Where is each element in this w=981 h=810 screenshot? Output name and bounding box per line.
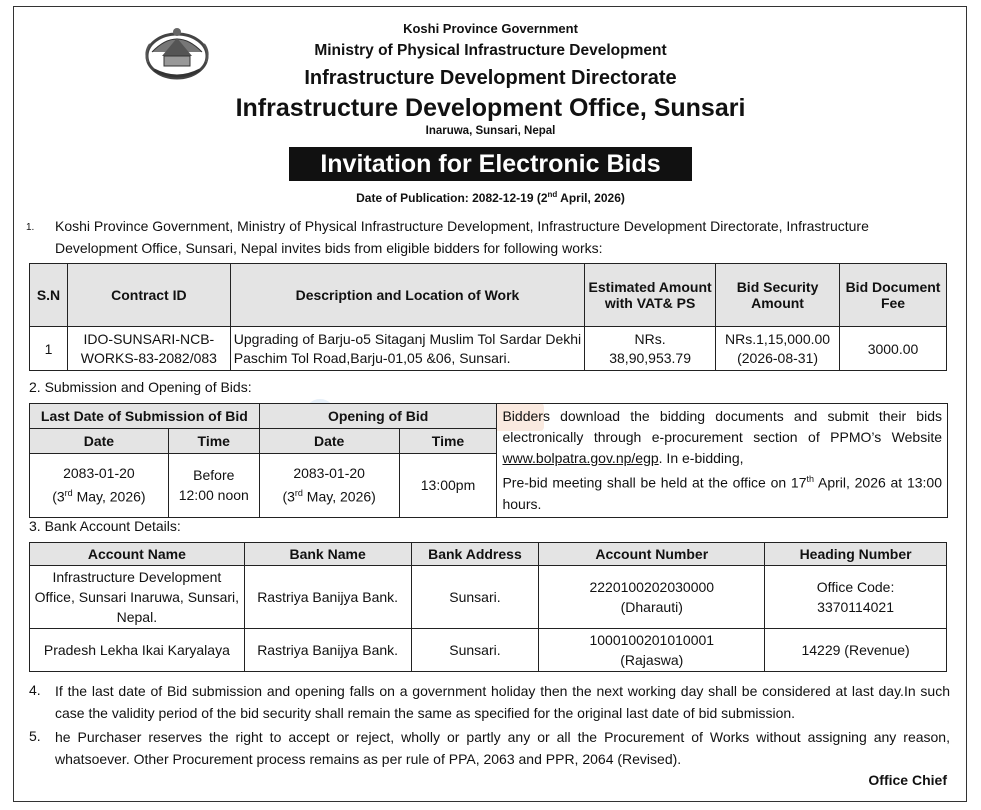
col-header-sn: S.N: [30, 264, 68, 327]
works-table-header-row: [30, 264, 947, 327]
cell-opening-time: 13:00pm: [399, 453, 497, 517]
section-1-number: 1.: [26, 222, 35, 233]
cell-estimated-amount: NRs. 38,90,953.79: [585, 327, 716, 371]
col-header-opening: Opening of Bid: [259, 404, 497, 429]
ministry-name: Ministry of Physical Infrastructure Development: [314, 42, 667, 59]
col-header-contract-id: Contract ID: [67, 264, 230, 327]
bids-note: Bidders download the bidding documents and submit their bids electronically through e-procurement section of PPMO’s Website www.bolpatra.gov.np/egp. In e-bidding, Pre-bid meeting shall be held at the office on 17th April, 2026 at 13:00 hours.: [497, 404, 948, 518]
col-header-bank-address: Bank Address: [411, 543, 539, 566]
cell-bank-address: Sunsari.: [411, 629, 539, 672]
section-4-number: 4.: [29, 682, 41, 698]
col-header-opening-date: Date: [259, 428, 399, 453]
col-header-document-fee: Bid Document Fee: [840, 264, 947, 327]
bank-table: [29, 542, 947, 672]
col-header-account-name: Account Name: [30, 543, 245, 566]
cell-sn: 1: [30, 327, 68, 371]
bids-table: [29, 403, 948, 518]
bolpatra-link[interactable]: www.bolpatra.gov.np/egp: [502, 450, 659, 466]
col-header-submission-date: Date: [30, 428, 169, 453]
cell-account-number: 2220100202030000 (Dharauti): [539, 566, 765, 629]
section-3-heading: 3. Bank Account Details:: [29, 518, 181, 534]
section-5-text: he Purchaser reserves the right to accept or reject, wholly or partly any or all the Procurement of Works without assigning any reason, whatsoever. Other Procurement process remains as per rule of PPA, 2063 and PPR, 2064 (Revised).: [55, 729, 950, 767]
cell-account-name: Infrastructure Development Office, Sunsari Inaruwa, Sunsari, Nepal.: [30, 566, 245, 629]
section-1-text: Koshi Province Government, Ministry of Physical Infrastructure Development, Infrastructure Development Directorate, Infrastructure Development Office, Sunsari, Nepal invites bids from eligible bidders for following works:: [55, 218, 869, 256]
col-header-submission: Last Date of Submission of Bid: [30, 404, 260, 429]
cell-account-number: 1000100201010001 (Rajaswa): [539, 629, 765, 672]
col-header-opening-time: Time: [399, 428, 497, 453]
cell-submission-time: Before 12:00 noon: [168, 453, 259, 517]
col-header-submission-time: Time: [168, 428, 259, 453]
section-2-heading: 2. Submission and Opening of Bids:: [29, 379, 252, 395]
section-4-text: If the last date of Bid submission and opening falls on a government holiday then the next working day shall be considered at last day.In such case the validity period of the bid security shall remain the same as specified for the original last date of bid submission.: [55, 683, 950, 721]
province-name: Koshi Province Government: [403, 21, 578, 36]
cell-bank-name: Rastriya Banijya Bank.: [244, 566, 411, 629]
col-header-estimated-amount: Estimated Amount with VAT& PS: [585, 264, 716, 327]
signature-office-chief: Office Chief: [868, 772, 947, 788]
col-header-bid-security: Bid Security Amount: [716, 264, 840, 327]
table-row: [30, 629, 947, 672]
directorate-name: Infrastructure Development Directorate: [304, 67, 677, 89]
col-header-bank-name: Bank Name: [244, 543, 411, 566]
table-row: [30, 327, 947, 371]
cell-bid-security: NRs.1,15,000.00 (2026-08-31): [716, 327, 840, 371]
works-table: [29, 263, 947, 371]
col-header-description: Description and Location of Work: [230, 264, 584, 327]
cell-opening-date: 2083-01-20 (3rd May, 2026): [259, 453, 399, 517]
office-address: Inaruwa, Sunsari, Nepal: [425, 125, 556, 137]
notice-title: Invitation for Electronic Bids: [289, 147, 692, 181]
publication-date: Date of Publication: 2082-12-19 (2nd April, 2026): [356, 190, 625, 205]
cell-heading-number: Office Code: 3370114021: [765, 566, 947, 629]
cell-heading-number: 14229 (Revenue): [765, 629, 947, 672]
cell-contract-id: IDO-SUNSARI-NCB-WORKS-83-2082/083: [67, 327, 230, 371]
cell-bank-address: Sunsari.: [411, 566, 539, 629]
table-row: [30, 566, 947, 629]
office-name: Infrastructure Development Office, Sunsari: [235, 94, 746, 122]
cell-account-name: Pradesh Lekha Ikai Karyalaya: [30, 629, 245, 672]
cell-document-fee: 3000.00: [840, 327, 947, 371]
cell-bank-name: Rastriya Banijya Bank.: [244, 629, 411, 672]
col-header-account-number: Account Number: [539, 543, 765, 566]
col-header-heading-number: Heading Number: [765, 543, 947, 566]
cell-description: Upgrading of Barju-o5 Sitaganj Muslim Tol Sardar Dekhi Paschim Tol Road,Barju-01,05 &06, Sunsari.: [230, 327, 584, 371]
cell-submission-date: 2083-01-20 (3rd May, 2026): [30, 453, 169, 517]
section-5-number: 5.: [29, 728, 41, 744]
